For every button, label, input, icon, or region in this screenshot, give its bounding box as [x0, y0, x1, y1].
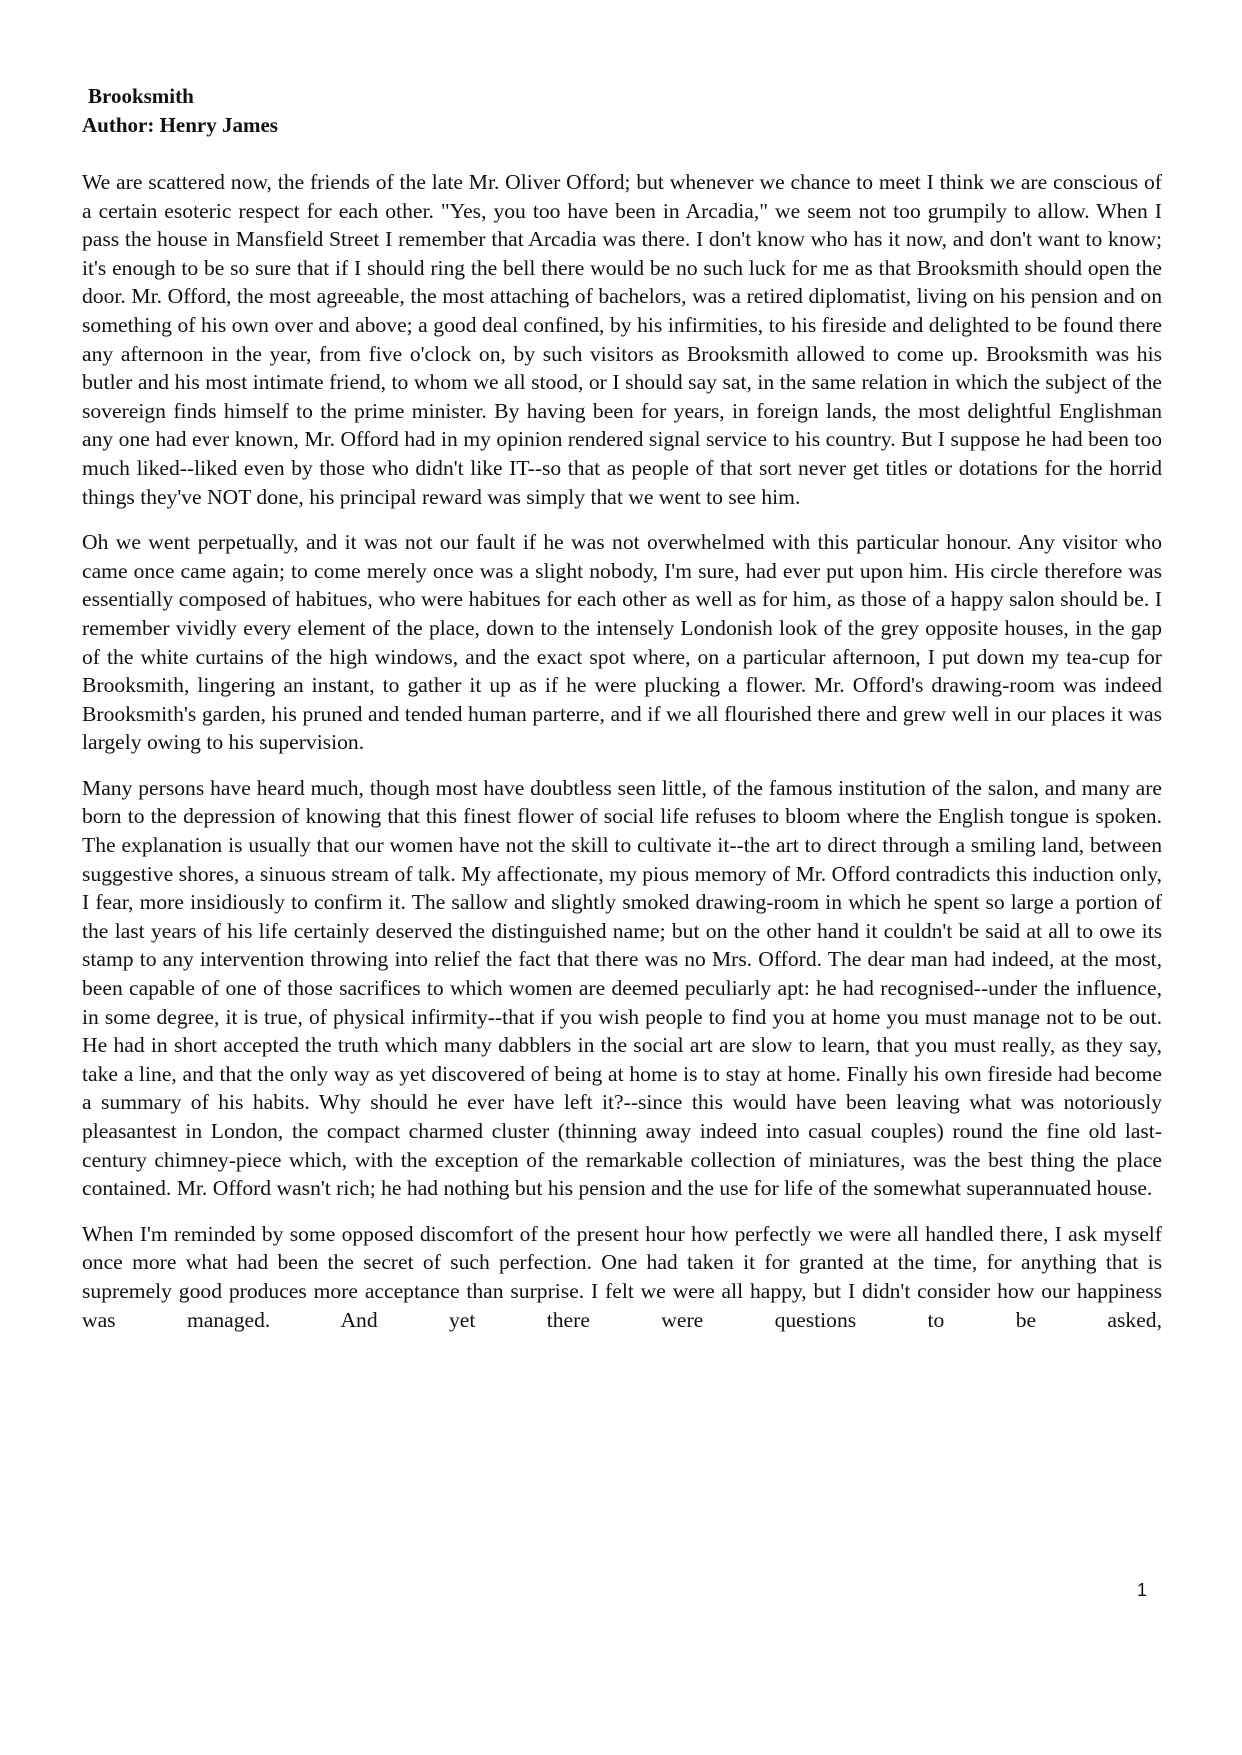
document-page	[82, 82, 1162, 1351]
paragraph-1: We are scattered now, the friends of the late Mr. Oliver Offord; but whenever we chance to meet I think we are conscious of a certain esoteric respect for each other. "Yes, you too have been in Arcadia," we seem not too grumpily to allow. When I pass the house in Mansfield Street I remember that Arcadia was there. I don't know who has it now, and don't want to know; it's enough to be so sure that if I should ring the bell there would be no such luck for me as that Brooksmith should open the door. Mr. Offord, the most agreeable, the most attaching of bachelors, was a retired diplomatist, living on his pension and on something of his own over and above; a good deal confined, by his infirmities, to his fireside and delighted to be found there any afternoon in the year, from five o'clock on, by such visitors as Brooksmith allowed to come up. Brooksmith was his butler and his most intimate friend, to whom we all stood, or I should say sat, in the same relation in which the subject of the sovereign finds himself to the prime minister. By having been for years, in foreign lands, the most delightful Englishman any one had ever known, Mr. Offord had in my opinion rendered signal service to his country. But I suppose he had been too much liked--liked even by those who didn't like IT--so that as people of that sort never get titles or dotations for the horrid things they've NOT done, his principal reward was simply that we went to see him.	[82, 170, 1162, 509]
story-title: Brooksmith	[88, 84, 194, 108]
paragraph-3: Many persons have heard much, though most have doubtless seen little, of the famous institution of the salon, and many are born to the depression of knowing that this finest flower of social life refuses to bloom where the English tongue is spoken. The explanation is usually that our women have not the skill to cultivate it--the art to direct through a smiling land, between suggestive shores, a sinuous stream of talk. My affectionate, my pious memory of Mr. Offord contradicts this induction only, I fear, more insidiously to confirm it. The sallow and slightly smoked drawing-room in which he spent so large a portion of the last years of his life certainly deserved the distinguished name; but on the other hand it couldn't be said at all to owe its stamp to any intervention throwing into relief the fact that there was no Mrs. Offord. The dear man had indeed, at the most, been capable of one of those sacrifices to which women are deemed peculiarly apt: he had recognised--under the influence, in some degree, it is true, of physical infirmity--that if you wish people to find you at home you must manage not to be out. He had in short accepted the truth which many dabblers in the social art are slow to learn, that you must really, as they say, take a line, and that the only way as yet discovered of being at home is to stay at home. Finally his own fireside had become a summary of his habits. Why should he ever have left it?--since this would have been leaving what was notoriously pleasantest in London, the compact charmed cluster (thinning away indeed into casual couples) round the fine old last- century chimney-piece which, with the exception of the remarkable collection of miniatures, was the best thing the place contained. Mr. Offord wasn't rich; he had nothing but his pension and the use for life of the somewhat superannuated house.	[82, 775, 1162, 1201]
page-number: 1	[1137, 1580, 1148, 1600]
paragraph-2: Oh we went perpetually, and it was not our fault if he was not overwhelmed with this particular honour. Any visitor who came once came again; to come merely once was a slight nobody, I'm sure, had ever put upon him. His circle therefore was essentially composed of habitues, who were habitues for each other as well as for him, as those of a happy salon should be. I remember vividly every element of the place, down to the intensely Londonish look of the grey opposite houses, in the gap of the white curtains of the high windows, and the exact spot where, on a particular afternoon, I put down my tea-cup for Brooksmith, lingering an instant, to gather it up as if he were plucking a flower. Mr. Offord's drawing-room was indeed Brooksmith's garden, his pruned and tended human parterre, and if we all flourished there and grew well in our places it was largely owing to his supervision.	[82, 530, 1162, 755]
author-line: Author: Henry James	[82, 113, 278, 137]
paragraph-4: When I'm reminded by some opposed discomfort of the present hour how perfectly we were all handled there, I ask myself once more what had been the secret of such perfection. One had taken it for granted at the time, for anything that is supremely good produces more acceptance than surprise. I felt we were all happy, but I didn't consider how our happiness was managed. And yet there were questions to be asked,	[82, 1221, 1162, 1332]
title-block	[82, 82, 1162, 140]
